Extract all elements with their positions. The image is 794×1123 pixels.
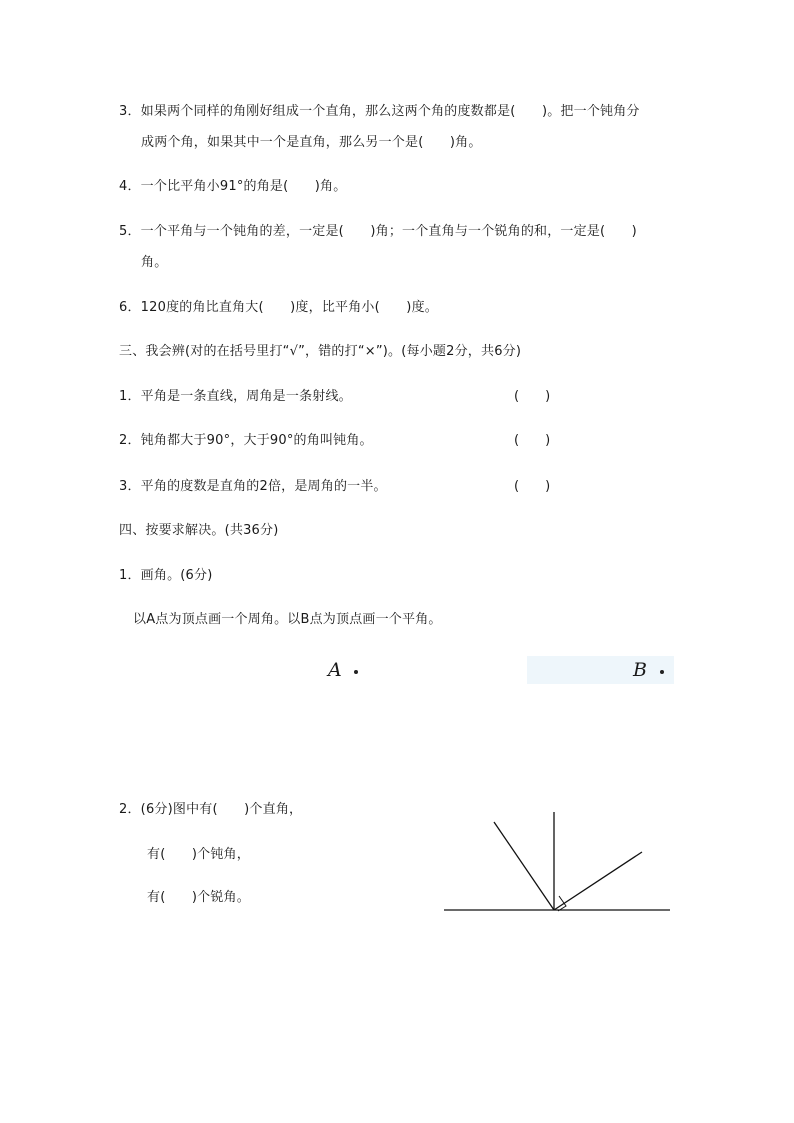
judge-answer-blank-1[interactable]: ( ) <box>514 389 551 404</box>
angle-count-question-line-3: 有( )个锐角。 <box>147 890 250 905</box>
angle-count-question-line-1: 2．(6分)图中有( )个直角， <box>119 802 303 817</box>
draw-angle-question-title: 1．画角。(6分) <box>119 568 213 583</box>
point-b-dot[interactable] <box>660 670 664 674</box>
q4-text: 4．一个比平角小91°的角是( )角。 <box>119 179 347 194</box>
judge-item-3: 3．平角的度数是直角的2倍，是周角的一半。 <box>119 479 387 494</box>
right-oblique-ray <box>554 852 642 910</box>
judge-answer-blank-2[interactable]: ( ) <box>514 433 551 448</box>
judge-item-2: 2．钝角都大于90°，大于90°的角叫钝角。 <box>119 433 373 448</box>
left-oblique-ray <box>494 822 554 910</box>
right-angle-mark <box>558 896 566 911</box>
drawing-area-strip <box>527 656 674 684</box>
section-3-title: 三、我会辨(对的在括号里打“√”，错的打“×”)。(每小题2分，共6分) <box>119 344 522 359</box>
point-a-dot[interactable] <box>354 670 358 674</box>
q3-line-2: 成两个角，如果其中一个是直角，那么另一个是( )角。 <box>141 135 482 150</box>
point-b-label: B <box>633 659 647 681</box>
angle-count-question-line-2: 有( )个钝角， <box>147 847 250 862</box>
point-a-label: A <box>328 659 342 681</box>
q3-line-1: 3．如果两个同样的角刚好组成一个直角，那么这两个角的度数都是( )。把一个钝角分 <box>119 104 640 119</box>
draw-angle-instruction: 以A点为顶点画一个周角。以B点为顶点画一个平角。 <box>133 612 442 627</box>
q6-text: 6．120度的角比直角大( )度，比平角小( )度。 <box>119 300 438 315</box>
q5-line-1: 5．一个平角与一个钝角的差，一定是( )角；一个直角与一个锐角的和，一定是( ) <box>119 224 637 239</box>
section-4-title: 四、按要求解决。(共36分) <box>119 523 279 538</box>
judge-item-1: 1．平角是一条直线，周角是一条射线。 <box>119 389 352 404</box>
angle-figure <box>440 808 675 918</box>
q5-line-2: 角。 <box>141 255 168 270</box>
judge-answer-blank-3[interactable]: ( ) <box>514 479 551 494</box>
